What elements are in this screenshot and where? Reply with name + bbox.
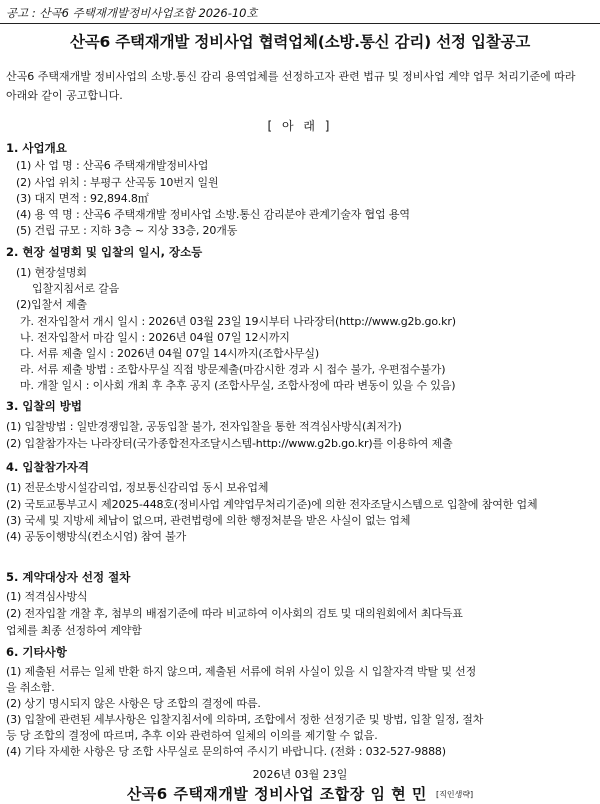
notice-date: 2026년 03월 23일 [252, 768, 348, 781]
section-4-line: (1) 전문소방시설감리업, 정보통신감리업 동시 보유업체 [6, 481, 269, 494]
section-2-line: (2)입찰서 제출 [16, 298, 87, 311]
section-3-line: (2) 입찰참가자는 나라장터(국가종합전자조달시스템-http://www.g2b.go.kr)를 이용하여 제출 [6, 437, 453, 450]
section-2-line: 마. 개찰 일시 : 이사회 개최 후 추후 공지 (조합사무실, 조합사정에 따라 변동이 있을 수 있음) [20, 379, 456, 392]
section-5-line: (1) 적격심사방식 [6, 590, 88, 603]
section-5-line: 업체를 최종 선정하여 계약함 [6, 624, 142, 637]
section-6-line: (4) 기타 자세한 사항은 당 조합 사무실로 문의하여 주시기 바랍니다. (전화 : 032-527-9888) [6, 745, 446, 758]
section-5-heading: 5. 계약대상자 선정 절차 [6, 570, 131, 584]
intro-line: 아래와 같이 공고합니다. [6, 89, 123, 102]
section-1-line: (4) 용 역 명 : 산곡6 주택재개발 정비사업 소방.통신 감리분야 관계기술자 협업 용역 [16, 208, 410, 221]
ara-heading: [ 아 래 ] [267, 119, 333, 133]
section-3-line: (1) 입찰방법 : 일반경쟁입찰, 공동입찰 불가, 전자입찰을 통한 적격심사방식(최저가) [6, 420, 402, 433]
section-2-line: (1) 현장설명회 [16, 266, 87, 279]
section-5-line: (2) 전자입찰 개찰 후, 첨부의 배점기준에 따라 비교하여 이사회의 검토 및 대의원회에서 최다득표 [6, 607, 463, 620]
page-title: 산곡6 주택재개발 정비사업 협력업체(소방.통신 감리) 선정 입찰공고 [69, 33, 531, 51]
section-1-line: (3) 대지 면적 : 92,894.8㎡ [16, 192, 149, 205]
section-2-line: 입찰지침서로 갈음 [32, 282, 120, 295]
seal-omitted-label: [직인생략] [436, 790, 474, 799]
section-2-line: 라. 서류 제출 방법 : 조합사무실 직접 방문제출(마감시한 경과 시 접수 불가, 우편접수불가) [20, 363, 446, 376]
signature-name: 산곡6 주택재개발 정비사업 조합장 임 현 민 [126, 785, 427, 803]
section-1-line: (5) 건립 규모 : 지하 3층 ~ 지상 33층, 20개동 [16, 224, 238, 237]
section-1-line: (2) 사업 위치 : 부평구 산곡동 10번지 일원 [16, 176, 219, 189]
section-2-line: 다. 서류 제출 일시 : 2026년 04월 07일 14시까지(조합사무실) [20, 347, 320, 360]
section-6-line: (1) 제출된 서류는 일체 반환 하지 않으며, 제출된 서류에 허위 사실이 있을 시 입찰자격 박탈 및 선정 [6, 665, 477, 678]
section-6-line: (3) 입찰에 관련된 세부사항은 입찰지침서에 의하며, 조합에서 정한 선정기준 및 방법, 입찰 일정, 절차 [6, 713, 484, 726]
section-1-heading: 1. 사업개요 [6, 141, 67, 155]
section-2-line: 나. 전자입찰서 마감 일시 : 2026년 04월 07일 12시까지 [20, 331, 290, 344]
section-6-line: 을 취소함. [6, 681, 55, 694]
section-1-line: (1) 사 업 명 : 산곡6 주택재개발정비사업 [16, 159, 209, 172]
section-2-line: 가. 전자입찰서 개시 일시 : 2026년 03월 23일 19시부터 나라장터(http://www.g2b.go.kr) [20, 315, 456, 328]
section-4-heading: 4. 입찰참가자격 [6, 460, 90, 474]
section-4-line: (4) 공동이행방식(컨소시엄) 참여 불가 [6, 530, 187, 543]
section-6-line: 등 당 조합의 결정에 따르며, 추후 이와 관련하여 일체의 이의를 제기할 수 없음. [6, 729, 378, 742]
section-2-heading: 2. 현장 설명회 및 입찰의 일시, 장소등 [6, 245, 203, 259]
section-4-line: (2) 국토교통부고시 제2025-448호(정비사업 계약업무처리기준)에 의한 전자조달시스템으로 입찰에 참여한 업체 [6, 498, 538, 511]
intro-line: 산곡6 주택재개발 정비사업의 소방.통신 감리 용역업체를 선정하고자 관련 법규 및 정비사업 계약 업무 처리기준에 따라 [6, 70, 576, 83]
section-4-line: (3) 국세 및 지방세 체납이 없으며, 관련법령에 의한 행정처분을 받은 사실이 없는 업체 [6, 514, 411, 527]
section-6-line: (2) 상기 명시되지 않은 사항은 당 조합의 결정에 따름. [6, 697, 261, 710]
section-6-heading: 6. 기타사항 [6, 645, 67, 659]
header-divider [0, 23, 600, 24]
section-3-heading: 3. 입찰의 방법 [6, 399, 82, 413]
notice-number: 공고 : 산곡6 주택재개발정비사업조합 2026-10호 [6, 6, 258, 20]
intro-paragraph [6, 67, 594, 105]
